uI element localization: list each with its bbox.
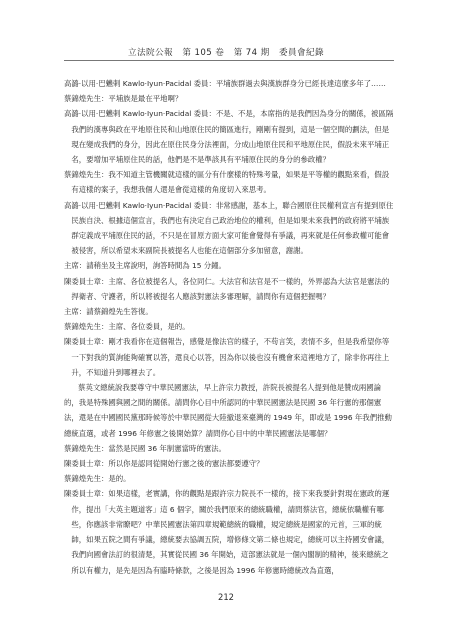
- section-name: 委員會紀錄: [279, 48, 325, 58]
- speaker-label: 高潞‧以用‧巴魕剌 Kawlo‧Iyun‧Pacidal 委員：: [64, 200, 216, 210]
- transcript-paragraph: [64, 471, 394, 486]
- speaker-label: 高潞‧以用‧巴魕剌 Kawlo‧Iyun‧Pacidal 委員：: [64, 79, 216, 88]
- transcript-paragraph: [64, 441, 394, 456]
- speech-text: 主席、各位被提名人，各位同仁。大法官和法官是不一樣的，外界認為大法官是憲法的捍衛者、守護者，所以將被提名人應該對憲法多審理解，請問你有這個把握嗎？: [71, 276, 390, 301]
- speaker-label: 蔡錦煌先生：: [64, 443, 109, 453]
- speech-text: 不是、不是，本席指的是我們因為身分的關係，被區隔我們的漢專與政在平地原住民和山地原住民的簡區進行，剛剛有提到，這是一個空間的劃法，但是現在變成我們的身分，因此在原住民身分法裡面，分成山地原住民和平地原住民，假設未來平埔正名，要增加平埔原住民的話，他們是不是準該具有平埔原住民的身分的參政權？: [71, 109, 394, 165]
- transcript-paragraph: [64, 304, 394, 319]
- speech-text: 請蔡錦煌先生答復。: [86, 307, 153, 317]
- publication-name: 立法院公報: [127, 48, 173, 58]
- speaker-label: 蔡錦煌先生：: [64, 170, 109, 180]
- transcript-paragraph: [64, 167, 394, 197]
- speaker-label: 蔡錦煌先生：: [64, 474, 109, 484]
- speaker-label: 主席：: [64, 307, 87, 317]
- transcript-paragraph: [64, 91, 394, 106]
- transcript-paragraph: [64, 456, 394, 471]
- transcript-paragraph: [64, 106, 394, 167]
- issue-number: 第 74 期: [233, 48, 270, 58]
- transcript-paragraph: [64, 319, 394, 334]
- page-header: [0, 46, 452, 58]
- speech-text: 如果這樣，老實講，你的觀點是跟許宗力院長不一樣的，接下來我要針對現在憲政的運作，提出「大英主題道客」這 6 個字，關於我們原來的總統職權，請問蔡法官，總統依職權有哪些，你應該非常瞭吧？中華民國憲法第四章規範總統的職權，規定總統是國家的元首，三軍的統帥，如果五院之間有爭議，總統要去協調五院，增修條文第二條也規定，總統可以主持國安會議，我們向國會法訂的很清楚，其實從民國 36 年開始，這部憲法就是一個內閣制的精神，後來總統之所以有權力，是先是因為有臨時條款，之後是因為 1996 年修憲時總統改為直選，: [71, 489, 390, 575]
- transcript-paragraph: [64, 334, 394, 380]
- page-number: 212: [218, 592, 234, 602]
- transcript-paragraph: [64, 486, 394, 577]
- speech-text: 請稍坐及主席說明，詢答時間為 15 分鐘。: [86, 261, 226, 271]
- transcript-paragraph: [64, 274, 394, 304]
- transcript-body: [64, 76, 394, 578]
- speech-text: 所以你是認同從開始行憲之後的憲法都要遵守？: [108, 459, 264, 469]
- speech-text: 主席、各位委員，是的。: [108, 322, 190, 332]
- speech-text: 平埔族是最在平地啊？: [108, 94, 183, 104]
- speech-text: 蔡英文總統說我要尊守中華民國憲法，早上許宗力教授，許院長被提名人提到他是贊成兩國論的，我是特殊國與國之間的關係。請問你心目中所認同的中華民國憲法是民國 36 年行憲的那個憲法，還是在中國國民黨那時候等於中華民國從大陸撤退來臺灣的 1949 年，即或是 1996 年我們推動總統直選，或者 1996 年修憲之後開始算？請問你心目中的中華民國憲法是哪個？: [64, 383, 392, 438]
- transcript-paragraph: [64, 258, 394, 273]
- transcript-paragraph: [64, 76, 394, 91]
- speech-text: 我不知道主管機關就這樣的區分有什麼樣的特殊考量，如果是平等權的觀點來看，假設有這樣的案子，我想我個人還是會從這樣的角度切入來思考。: [71, 170, 390, 195]
- transcript-paragraph: [64, 380, 394, 441]
- speech-text: 平埔族群過去與漢族群身分已經長達這麼多年了……: [215, 79, 386, 88]
- speaker-label: 陳委員士章：: [64, 489, 109, 499]
- speaker-label: 高潞‧以用‧巴魕剌 Kawlo‧Iyun‧Pacidal 委員：: [64, 109, 216, 119]
- speech-text: 非常感謝，基本上，聯合國原住民權利宣言有提到原住民族自決、根據這個宣言，我們也有決定自己政治地位的權利，但是如果未來我們的政府將平埔族群定義成平埔原住民的話，不只是在冒原方面大家可能會覺得有爭議，再來就是任何參政權可能會被侵害，所以希望未來副院長被提名人也能在這個部分多加留意，謝謝。: [71, 200, 394, 256]
- speaker-label: 陳委員士章：: [64, 459, 109, 469]
- transcript-paragraph: [64, 198, 394, 259]
- speaker-label: 陳委員士章：: [64, 337, 109, 347]
- header-divider: [64, 60, 394, 61]
- volume-number: 第 105 卷: [182, 48, 225, 58]
- speaker-label: 蔡錦煌先生：: [64, 94, 109, 104]
- speech-text: 是的。: [108, 474, 131, 484]
- speech-text: 剛才我看你在這個報告，感覺是像法官的樣子，不苟言笑，表情不多，但是我希望你等一下對我的質詢能夠確實以答，還良心以答，因為你以後也沒有機會來這裡地方了，除非你再往上升，不知道升到哪裡去了。: [71, 337, 390, 377]
- speaker-label: 陳委員士章：: [64, 276, 109, 286]
- speech-text: 當然是民國 36 年制憲當時的憲法。: [108, 443, 226, 453]
- speaker-label: 主席：: [64, 261, 87, 271]
- speaker-label: 蔡錦煌先生：: [64, 322, 109, 332]
